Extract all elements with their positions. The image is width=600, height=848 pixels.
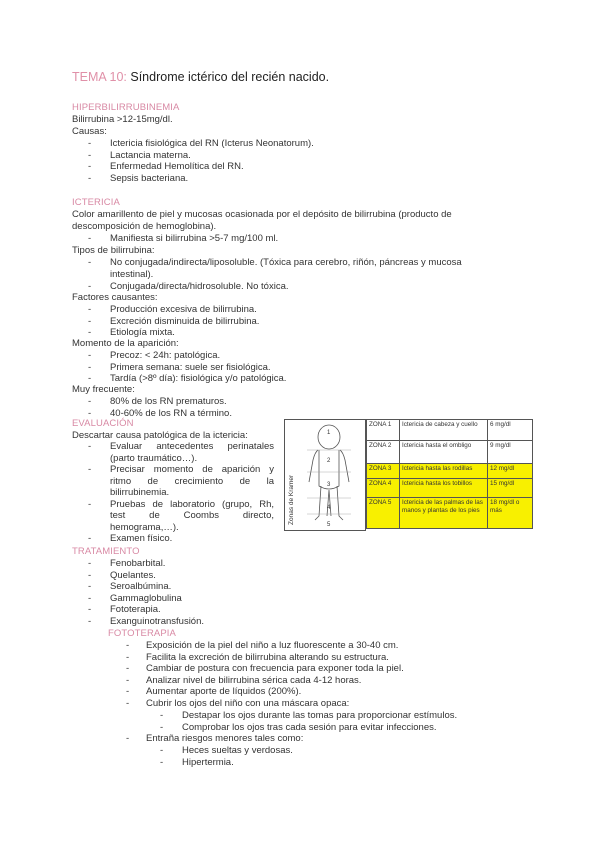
momentos-list bbox=[88, 350, 286, 385]
list-item: - Cambiar de postura con frecuencia para exponer toda la piel. bbox=[126, 663, 404, 674]
section-heading-fototerapia: FOTOTERAPIA bbox=[108, 628, 176, 639]
list-item: - Producción excesiva de bilirrubina. bbox=[88, 304, 257, 315]
text-line: Descartar causa patológica de la ictericia: bbox=[72, 430, 248, 441]
list-item: - Conjugada/directa/hidrosoluble. No tóxica. bbox=[88, 281, 289, 292]
zone-number: 5 bbox=[327, 522, 331, 528]
text-line: Tipos de bilirrubina: bbox=[72, 245, 155, 256]
evaluacion-list bbox=[88, 441, 274, 545]
riesgos-list bbox=[160, 745, 293, 768]
text-line: descomposición de hemoglobina). bbox=[72, 221, 217, 232]
section-heading-hiperbilirrubinemia: HIPERBILIRRUBINEMIA bbox=[72, 102, 180, 113]
list-item: - Quelantes. bbox=[88, 569, 156, 581]
list-item: - Facilita la excreción de bilirrubina alterando su estructura. bbox=[126, 651, 389, 663]
title-text: Síndrome ictérico del recién nacido. bbox=[126, 70, 330, 84]
list-item: - Hipertermia. bbox=[160, 756, 234, 768]
frecuente-list bbox=[88, 396, 232, 419]
list-item: - 40-60% de los RN a término. bbox=[88, 407, 232, 419]
baby-body-diagram bbox=[285, 420, 365, 530]
list-item: - 80% de los RN prematuros. bbox=[88, 396, 227, 407]
list-item: - Analizar nivel de bilirrubina sérica cada 4-12 horas. bbox=[126, 674, 362, 686]
list-item: - Etiología mixta. bbox=[88, 327, 175, 338]
list-item: - Gammaglobulina bbox=[88, 592, 182, 604]
list-item: - Pruebas de laboratorio (grupo, Rh, test de Coombs directo, hemograma,…). bbox=[88, 498, 274, 533]
section-heading-tratamiento: TRATAMIENTO bbox=[72, 546, 140, 557]
table-row: ZONA 2 Ictericia hasta el ombligo 9 mg/dl bbox=[367, 441, 533, 464]
section-heading-evaluacion: EVALUACIÓN bbox=[72, 418, 134, 429]
list-item: - Examen físico. bbox=[88, 533, 173, 544]
text-line: intestinal). bbox=[110, 269, 154, 280]
list-item: - Enfermedad Hemolítica del RN. bbox=[88, 161, 244, 172]
list-item: - Sepsis bacteriana. bbox=[88, 172, 189, 184]
text-line: Factores causantes: bbox=[72, 292, 158, 303]
text-line: Causas: bbox=[72, 126, 107, 137]
list-item: - Manifiesta si bilirrubina >5-7 mg/100 ml. bbox=[88, 233, 279, 244]
text-line: Momento de la aparición: bbox=[72, 338, 179, 349]
list-item: - Tardía (>8º día): fisiológica y/o patológica. bbox=[88, 373, 287, 384]
table-row: ZONA 5 Ictericia de las palmas de las manos y plantas de los pies 18 mg/dl o más bbox=[367, 498, 533, 529]
zone-number: 3 bbox=[327, 482, 331, 488]
list-item: - Precoz: < 24h: patológica. bbox=[88, 350, 221, 361]
list-item: - Primera semana: suele ser fisiológica. bbox=[88, 361, 271, 373]
list-item: - Exanguinotransfusión. bbox=[88, 615, 205, 627]
list-item: - No conjugada/indirecta/liposoluble. (Tóxica para cerebro, riñón, páncreas y mucosa bbox=[88, 257, 462, 268]
factores-list bbox=[88, 304, 259, 339]
list-item: - Fototerapia. bbox=[88, 604, 161, 615]
zone-number: 1 bbox=[327, 430, 331, 436]
list-item: - Evaluar antecedentes perinatales (parto traumático…). bbox=[88, 441, 274, 464]
list-item: - Entraña riesgos menores tales como: bbox=[126, 733, 304, 744]
list-item: - Precisar momento de aparición y ritmo de crecimiento de la bilirrubinemia. bbox=[88, 464, 274, 498]
list-item: - Fenobarbital. bbox=[88, 558, 166, 569]
list-item: - Destapar los ojos durante las tomas para proporcionar estímulos. bbox=[160, 710, 458, 721]
list-item: - Ictericia fisiológica del RN (Icterus Neonatorum). bbox=[88, 138, 314, 149]
ojos-list bbox=[160, 710, 457, 733]
list-item: - Cubrir los ojos del niño con una máscara opaca: bbox=[126, 697, 350, 709]
list-item: - Exposición de la piel del niño a luz fluorescente a 30-40 cm. bbox=[126, 640, 399, 651]
title-prefix: TEMA 10: bbox=[72, 70, 127, 84]
fototerapia-list bbox=[126, 640, 404, 709]
zone-number: 2 bbox=[327, 458, 331, 464]
figure-label: Zonas de Kramer bbox=[288, 474, 295, 525]
table-row: ZONA 1 Ictericia de cabeza y cuello 6 mg/dl bbox=[367, 420, 533, 441]
page-title bbox=[72, 70, 329, 84]
kramer-zones-figure bbox=[284, 419, 366, 531]
tratamiento-list bbox=[88, 558, 204, 627]
causas-list bbox=[88, 138, 314, 184]
text-line: Color amarillento de piel y mucosas ocasionada por el depósito de bilirrubina (producto de bbox=[72, 209, 452, 220]
list-item: - Comprobar los ojos tras cada sesión para evitar infecciones. bbox=[160, 721, 437, 733]
list-item: - Excreción disminuida de bilirrubina. bbox=[88, 315, 260, 327]
list-item: - Seroalbúmina. bbox=[88, 581, 172, 592]
text-line: Bilirrubina >12-15mg/dl. bbox=[72, 114, 173, 125]
list-item: - Heces sueltas y verdosas. bbox=[160, 745, 293, 756]
list-item: - Aumentar aporte de líquidos (200%). bbox=[126, 686, 302, 697]
table-row: ZONA 4 Ictericia hasta los tobillos 15 mg/dl bbox=[367, 479, 533, 498]
text-line: Muy frecuente: bbox=[72, 384, 135, 395]
list-item: - Lactancia materna. bbox=[88, 149, 191, 161]
zone-number: 4 bbox=[327, 505, 331, 511]
section-heading-ictericia: ICTERICIA bbox=[72, 197, 120, 208]
kramer-zones-table bbox=[366, 419, 533, 529]
table-row: ZONA 3 Ictericia hasta las rodillas 12 mg/dl bbox=[367, 464, 533, 479]
